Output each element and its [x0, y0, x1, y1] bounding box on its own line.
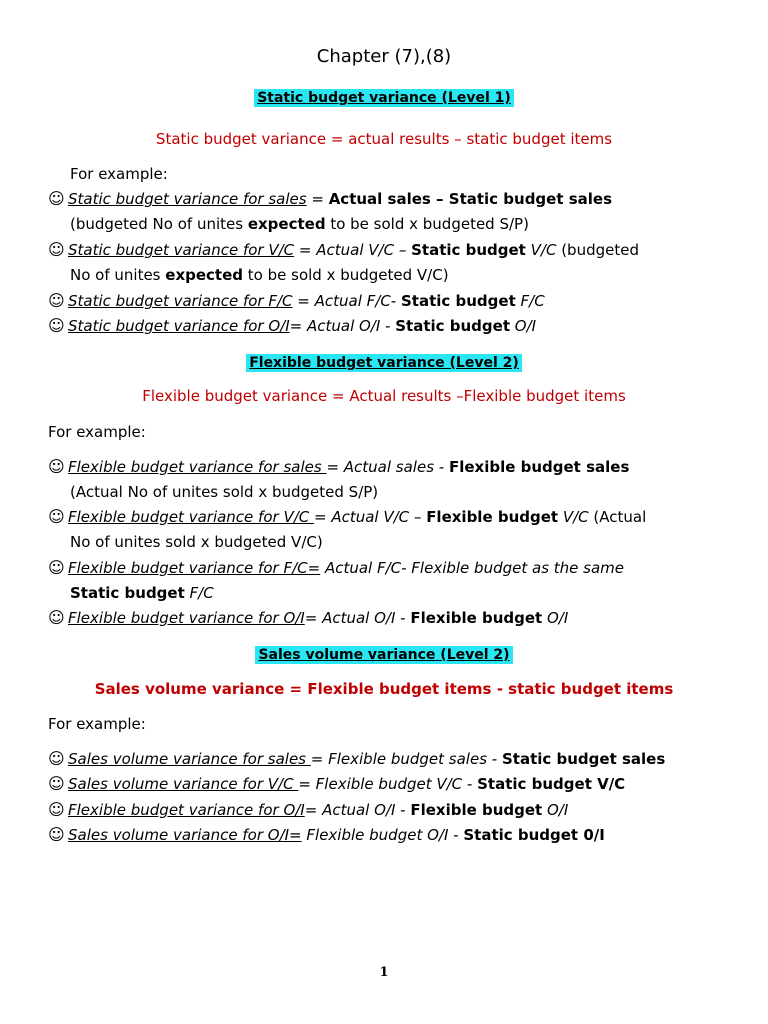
page-number: 1: [379, 965, 389, 980]
list-item-continuation: No of unites sold x budgeted V/C): [70, 533, 323, 551]
smiley-icon: ☺: [48, 825, 65, 844]
example-label: For example:: [70, 165, 168, 183]
formula-sales-volume: Sales volume variance = Flexible budget items - static budget items: [94, 680, 674, 698]
smiley-icon: ☺: [48, 316, 65, 335]
smiley-icon: ☺: [48, 189, 65, 208]
list-item: ☺ Sales volume variance for O/I= Flexible budget O/I - Static budget 0/I: [48, 825, 605, 844]
list-item: ☺ Flexible budget variance for sales = Actual sales - Flexible budget sales: [48, 457, 630, 476]
section-heading-static: Static budget variance (Level 1): [0, 86, 768, 109]
smiley-icon: ☺: [48, 800, 65, 819]
example-label: For example:: [48, 423, 146, 441]
smiley-icon: ☺: [48, 507, 65, 526]
smiley-icon: ☺: [48, 240, 65, 259]
formula-flexible: Flexible budget variance = Actual results –Flexible budget items: [142, 387, 626, 405]
list-item: ☺ Static budget variance for F/C = Actual F/C- Static budget F/C: [48, 291, 545, 310]
list-item-continuation: (budgeted No of unites expected to be sold x budgeted S/P): [70, 215, 529, 233]
list-item: ☺ Flexible budget variance for F/C= Actual F/C- Flexible budget as the same: [48, 558, 625, 577]
smiley-icon: ☺: [48, 749, 65, 768]
list-item-continuation: Static budget F/C: [70, 584, 214, 602]
list-item: ☺ Sales volume variance for sales = Flexible budget sales - Static budget sales: [48, 749, 666, 768]
list-item: ☺ Static budget variance for V/C = Actual V/C – Static budget V/C (budgeted: [48, 240, 639, 259]
smiley-icon: ☺: [48, 291, 65, 310]
list-item: ☺ Flexible budget variance for V/C = Actual V/C – Flexible budget V/C (Actual: [48, 507, 647, 526]
page-title: Chapter (7),(8): [316, 46, 452, 67]
smiley-icon: ☺: [48, 608, 65, 627]
list-item: ☺ Flexible budget variance for O/I= Actual O/I - Flexible budget O/I: [48, 800, 569, 819]
list-item: ☺ Sales volume variance for V/C = Flexible budget V/C - Static budget V/C: [48, 774, 626, 793]
example-label: For example:: [48, 715, 146, 733]
list-item-continuation: (Actual No of unites sold x budgeted S/P): [70, 483, 379, 501]
list-item: ☺ Static budget variance for sales = Actual sales – Static budget sales: [48, 189, 613, 208]
list-item-continuation: No of unites expected to be sold x budgeted V/C): [70, 266, 449, 284]
list-item: ☺ Static budget variance for O/I= Actual O/I - Static budget O/I: [48, 316, 537, 335]
smiley-icon: ☺: [48, 774, 65, 793]
smiley-icon: ☺: [48, 558, 65, 577]
formula-static: Static budget variance = actual results – static budget items: [155, 130, 613, 148]
section-heading-flexible: Flexible budget variance (Level 2): [0, 351, 768, 374]
list-item: ☺ Flexible budget variance for O/I= Actual O/I - Flexible budget O/I: [48, 608, 569, 627]
smiley-icon: ☺: [48, 457, 65, 476]
section-heading-sales-volume: Sales volume variance (Level 2): [0, 643, 768, 666]
